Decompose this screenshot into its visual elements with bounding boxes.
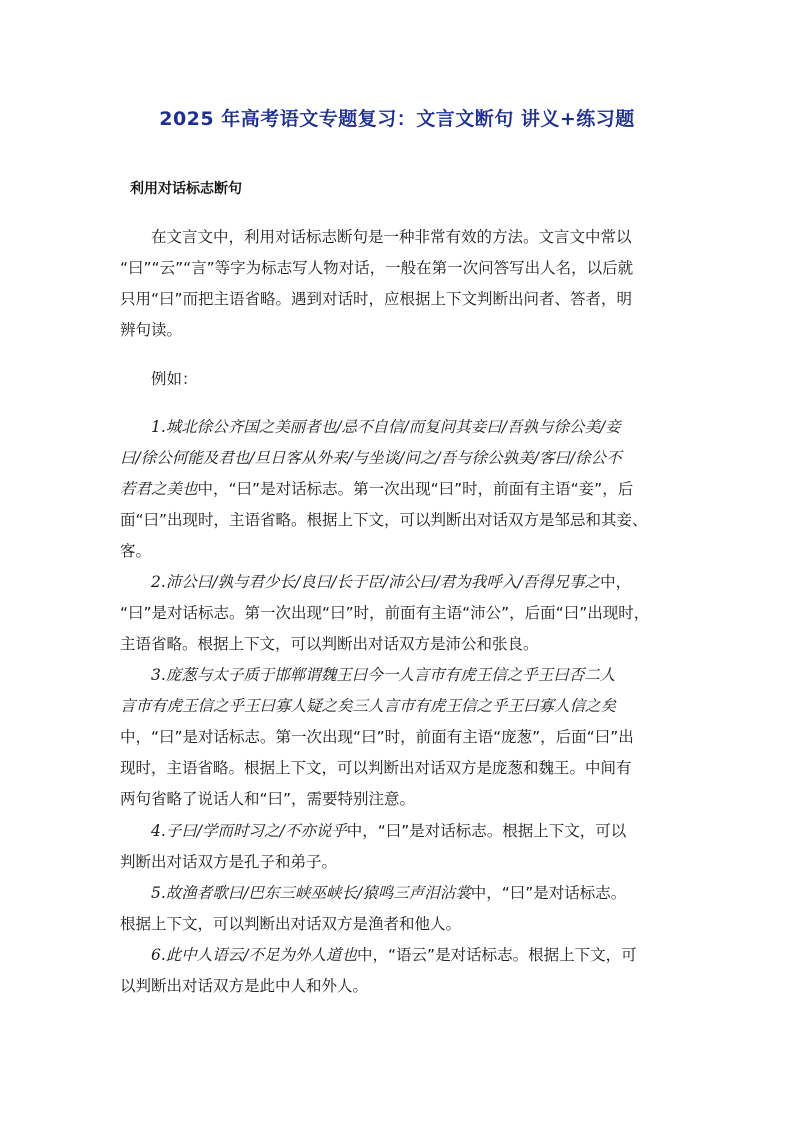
intro-paragraph xyxy=(120,222,688,346)
example-5 xyxy=(120,878,688,940)
intro-line: 辨句读。 xyxy=(120,321,183,339)
example-1-quote: 若君之美也 xyxy=(120,480,198,498)
example-5-quote: 5.故渔者歌曰/巴东三峡巫峡长/猿鸣三声泪沾裳 xyxy=(151,884,471,902)
example-5-line: 根据上下文，可以判断出对话双方是渔者和他人。 xyxy=(120,915,462,933)
example-4-explanation: 中，“曰”是对话标志。根据上下文，可以 xyxy=(346,822,627,840)
example-3 xyxy=(120,660,688,815)
example-2-line: 主语省略。根据上下文，可以判断出对话双方是沛公和张良。 xyxy=(120,635,539,653)
example-5-explanation: 中，“曰”是对话标志。 xyxy=(470,884,627,902)
example-4 xyxy=(120,816,688,878)
example-1-line: 客。 xyxy=(120,542,152,560)
example-2-explanation: 中， xyxy=(600,573,632,591)
example-6-explanation: 中，“语云”是对话标志。根据上下文，可 xyxy=(357,946,637,964)
example-2-quote: 2.沛公曰/孰与君少长/良曰/长于臣/沛公曰/君为我呼入/吾得兄事之 xyxy=(151,573,601,591)
intro-line: 在文言文中，利用对话标志断句是一种非常有效的方法。文言文中常以 xyxy=(151,228,632,246)
example-1-explanation: 中，“曰”是对话标志。第一次出现“曰”时，前面有主语“妾”，后 xyxy=(197,480,634,498)
example-3-line: 中，“曰”是对话标志。第一次出现“曰”时，前面有主语“庞葱”，后面“曰”出 xyxy=(120,728,634,746)
example-1-line: 1.城北徐公齐国之美丽者也/忌不自信/而复问其妾曰/吾孰与徐公美/妾 xyxy=(151,418,621,436)
example-3-line: 言市有虎王信之乎王曰寡人疑之矣三人言市有虎王信之乎王曰寡人信之矣 xyxy=(120,697,617,715)
example-6-quote: 6.此中人语云/不足为外人道也 xyxy=(151,946,358,964)
example-3-line: 3.庞葱与太子质于邯郸谓魏王曰今一人言市有虎王信之乎王曰否二人 xyxy=(151,666,616,684)
section-heading: 利用对话标志断句 xyxy=(130,181,242,197)
intro-line: 只用“曰”而把主语省略。遇到对话时，应根据上下文判断出问者、答者，明 xyxy=(120,290,633,308)
intro-line: “曰”“云”“言”等字为标志写人物对话，一般在第一次问答写出人名，以后就 xyxy=(120,259,634,277)
example-2 xyxy=(120,567,688,660)
example-label-paragraph xyxy=(120,364,688,395)
example-4-line: 判断出对话双方是孔子和弟子。 xyxy=(120,853,338,871)
example-label: 例如： xyxy=(151,370,198,388)
example-1-line: 曰/徐公何能及君也/旦日客从外来/与坐谈/问之/吾与徐公孰美/客曰/徐公不 xyxy=(120,449,622,467)
example-1 xyxy=(120,412,688,567)
example-3-line: 现时，主语省略。根据上下文，可以判断出对话双方是庞葱和魏王。中间有 xyxy=(120,759,632,777)
example-1-line: 面“曰”出现时，主语省略。根据上下文，可以判断出对话双方是邹忌和其妾、 xyxy=(120,511,648,529)
example-6 xyxy=(120,940,688,1002)
example-6-line: 以判断出对话双方是此中人和外人。 xyxy=(120,977,369,995)
example-2-line: “曰”是对话标志。第一次出现“曰”时，前面有主语“沛公”，后面“曰”出现时， xyxy=(120,604,650,622)
example-4-quote: 4.子曰/学而时习之/不亦说乎 xyxy=(151,822,347,840)
document-title: 2025 年高考语文专题复习：文言文断句 讲义+练习题 xyxy=(159,108,635,130)
example-3-line: 两句省略了说话人和“曰”，需要特别注意。 xyxy=(120,790,416,808)
